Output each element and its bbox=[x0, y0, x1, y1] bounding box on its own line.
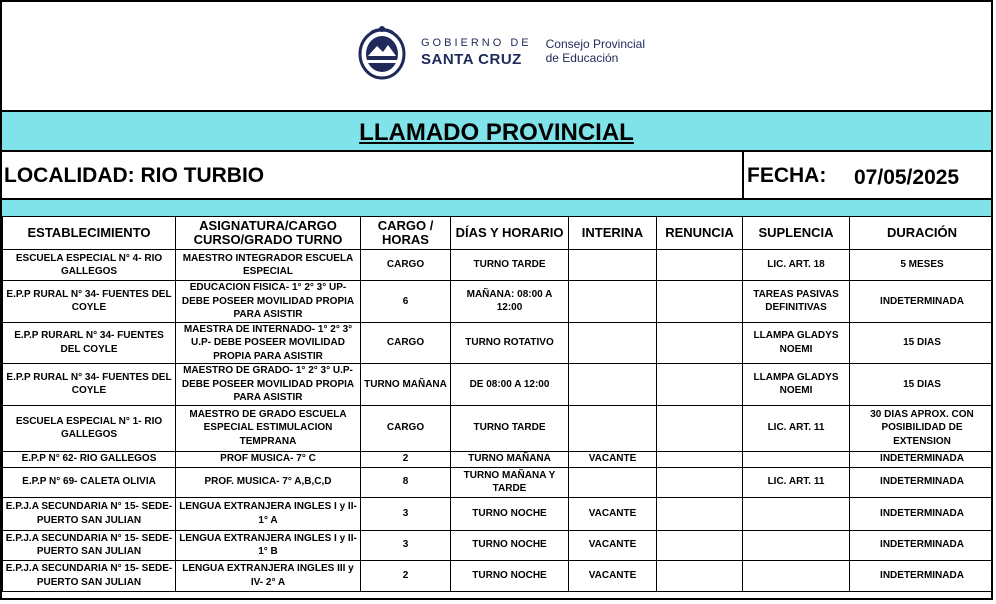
table-cell: LLAMPA GLADYS NOEMI bbox=[743, 364, 850, 406]
table-cell: 30 DIAS APROX. CON POSIBILIDAD DE EXTENSION bbox=[850, 405, 994, 451]
table-cell: TURNO MAÑANA Y TARDE bbox=[451, 467, 569, 497]
localidad: LOCALIDAD: RIO TURBIO bbox=[4, 164, 265, 187]
table-cell: VACANTE bbox=[569, 560, 657, 591]
table-cell: LLAMPA GLADYS NOEMI bbox=[743, 322, 850, 364]
table-cell: VACANTE bbox=[569, 451, 657, 467]
table-cell bbox=[657, 281, 743, 323]
table-cell: TURNO NOCHE bbox=[451, 497, 569, 530]
table-row bbox=[3, 250, 994, 281]
table-cell: LIC. ART. 11 bbox=[743, 467, 850, 497]
table-row bbox=[3, 451, 994, 467]
table-cell bbox=[569, 364, 657, 406]
table-cell bbox=[657, 405, 743, 451]
table-cell bbox=[743, 560, 850, 591]
table-cell: CARGO bbox=[361, 250, 451, 281]
table-cell bbox=[657, 467, 743, 497]
table-row bbox=[3, 281, 994, 323]
positions-table bbox=[2, 216, 993, 592]
header bbox=[2, 2, 991, 112]
table-cell: 3 bbox=[361, 497, 451, 530]
consejo-line1: Consejo Provincial bbox=[545, 37, 646, 52]
consejo-line2: de Educación bbox=[545, 51, 619, 65]
table-cell: 5 MESES bbox=[850, 250, 994, 281]
table-cell: TURNO MAÑANA bbox=[451, 451, 569, 467]
column-header: DURACIÓN bbox=[850, 217, 994, 250]
table-cell: E.P.J.A SECUNDARIA N° 15- SEDE- PUERTO SAN JULIAN bbox=[3, 497, 176, 530]
column-header: RENUNCIA bbox=[657, 217, 743, 250]
table-cell: E.P.P N° 62- RIO GALLEGOS bbox=[3, 451, 176, 467]
table-cell: LENGUA EXTRANJERA INGLES I y II- 1° B bbox=[176, 530, 361, 560]
table-cell: INDETERMINADA bbox=[850, 281, 994, 323]
table-cell bbox=[569, 281, 657, 323]
table-header-row bbox=[3, 217, 994, 250]
table-cell: 8 bbox=[361, 467, 451, 497]
table-cell: MAESTRO DE GRADO- 1° 2° 3° U.P- DEBE POSEER MOVILIDAD PROPIA PARA ASISTIR bbox=[176, 364, 361, 406]
table-body bbox=[3, 250, 994, 592]
table-cell: TURNO TARDE bbox=[451, 405, 569, 451]
table-cell: PROF. MUSICA- 7° A,B,C,D bbox=[176, 467, 361, 497]
table-cell: LENGUA EXTRANJERA INGLES III y IV- 2° A bbox=[176, 560, 361, 591]
table-cell: MAESTRO DE GRADO ESCUELA ESPECIAL ESTIMULACION TEMPRANA bbox=[176, 405, 361, 451]
government-name bbox=[421, 38, 532, 67]
table-cell: LIC. ART. 11 bbox=[743, 405, 850, 451]
fecha-box bbox=[742, 152, 993, 198]
table-cell: INDETERMINADA bbox=[850, 530, 994, 560]
table-cell: TAREAS PASIVAS DEFINITIVAS bbox=[743, 281, 850, 323]
table-cell bbox=[657, 560, 743, 591]
table-row bbox=[3, 405, 994, 451]
column-header: ESTABLECIMIENTO bbox=[3, 217, 176, 250]
santa-cruz-seal-icon bbox=[357, 24, 407, 80]
table-cell: 15 DIAS bbox=[850, 364, 994, 406]
table-row bbox=[3, 530, 994, 560]
table-cell: E.P.P RURARL N° 34- FUENTES DEL COYLE bbox=[3, 322, 176, 364]
table-cell: TURNO MAÑANA bbox=[361, 364, 451, 406]
table-row bbox=[3, 560, 994, 591]
table-cell bbox=[743, 497, 850, 530]
table-cell: E.P.P RURAL N° 34- FUENTES DEL COYLE bbox=[3, 364, 176, 406]
table-cell: TURNO ROTATIVO bbox=[451, 322, 569, 364]
table-cell: MAESTRO INTEGRADOR ESCUELA ESPECIAL bbox=[176, 250, 361, 281]
table-cell: CARGO bbox=[361, 405, 451, 451]
column-header: DÍAS Y HORARIO bbox=[451, 217, 569, 250]
table-cell: TURNO NOCHE bbox=[451, 530, 569, 560]
separator-strip bbox=[2, 200, 991, 216]
column-header: CARGO / HORAS bbox=[361, 217, 451, 250]
table-cell bbox=[569, 250, 657, 281]
table-cell: E.P.P N° 69- CALETA OLIVIA bbox=[3, 467, 176, 497]
table-cell: TURNO NOCHE bbox=[451, 560, 569, 591]
table-cell: TURNO TARDE bbox=[451, 250, 569, 281]
table-cell: LIC. ART. 18 bbox=[743, 250, 850, 281]
table-cell: E.P.J.A SECUNDARIA N° 15- SEDE- PUERTO SAN JULIAN bbox=[3, 560, 176, 591]
fecha-value: 07/05/2025 bbox=[854, 166, 960, 189]
table-cell: INDETERMINADA bbox=[850, 467, 994, 497]
fecha-label: FECHA: bbox=[747, 164, 827, 187]
table-cell: 15 DIAS bbox=[850, 322, 994, 364]
table-row bbox=[3, 364, 994, 406]
table-cell bbox=[743, 451, 850, 467]
table-cell: LENGUA EXTRANJERA INGLES I y II- 1° A bbox=[176, 497, 361, 530]
table-cell: 3 bbox=[361, 530, 451, 560]
table-cell: ESCUELA ESPECIAL N° 4- RIO GALLEGOS bbox=[3, 250, 176, 281]
table-row bbox=[3, 467, 994, 497]
table-cell bbox=[657, 497, 743, 530]
table-cell: VACANTE bbox=[569, 530, 657, 560]
title-band bbox=[2, 112, 991, 152]
column-header: INTERINA bbox=[569, 217, 657, 250]
table-cell bbox=[743, 530, 850, 560]
gov-top-text: GOBIERNO DE bbox=[421, 36, 532, 49]
table-cell: DE 08:00 A 12:00 bbox=[451, 364, 569, 406]
table-cell bbox=[657, 364, 743, 406]
table-cell: E.P.P RURAL N° 34- FUENTES DEL COYLE bbox=[3, 281, 176, 323]
table-cell: MAÑANA: 08:00 A 12:00 bbox=[451, 281, 569, 323]
table-cell: ESCUELA ESPECIAL N° 1- RIO GALLEGOS bbox=[3, 405, 176, 451]
table-cell: EDUCACION FISICA- 1° 2° 3° UP- DEBE POSEER MOVILIDAD PROPIA PARA ASISTIR bbox=[176, 281, 361, 323]
table-cell: PROF MUSICA- 7° C bbox=[176, 451, 361, 467]
table-cell: 6 bbox=[361, 281, 451, 323]
logo bbox=[357, 24, 645, 80]
table-cell: INDETERMINADA bbox=[850, 560, 994, 591]
table-cell bbox=[569, 405, 657, 451]
location-band bbox=[2, 152, 991, 200]
table-row bbox=[3, 322, 994, 364]
table-cell: E.P.J.A SECUNDARIA N° 15- SEDE- PUERTO SAN JULIAN bbox=[3, 530, 176, 560]
table-row bbox=[3, 497, 994, 530]
table-cell: 2 bbox=[361, 560, 451, 591]
gov-bottom-text: SANTA CRUZ bbox=[421, 50, 522, 68]
table-cell: CARGO bbox=[361, 322, 451, 364]
page-title: LLAMADO PROVINCIAL bbox=[359, 119, 634, 146]
table-cell: INDETERMINADA bbox=[850, 451, 994, 467]
column-header: ASIGNATURA/CARGO CURSO/GRADO TURNO bbox=[176, 217, 361, 250]
table-cell bbox=[569, 322, 657, 364]
table-cell: VACANTE bbox=[569, 497, 657, 530]
table-cell: MAESTRA DE INTERNADO- 1° 2° 3° U.P- DEBE POSEER MOVILIDAD PROPIA PARA ASISTIR bbox=[176, 322, 361, 364]
table-cell bbox=[657, 530, 743, 560]
table-cell: 2 bbox=[361, 451, 451, 467]
consejo-name bbox=[546, 38, 645, 66]
column-header: SUPLENCIA bbox=[743, 217, 850, 250]
table-cell bbox=[657, 322, 743, 364]
table-cell bbox=[657, 250, 743, 281]
table-cell bbox=[657, 451, 743, 467]
table-cell: INDETERMINADA bbox=[850, 497, 994, 530]
table-cell bbox=[569, 467, 657, 497]
